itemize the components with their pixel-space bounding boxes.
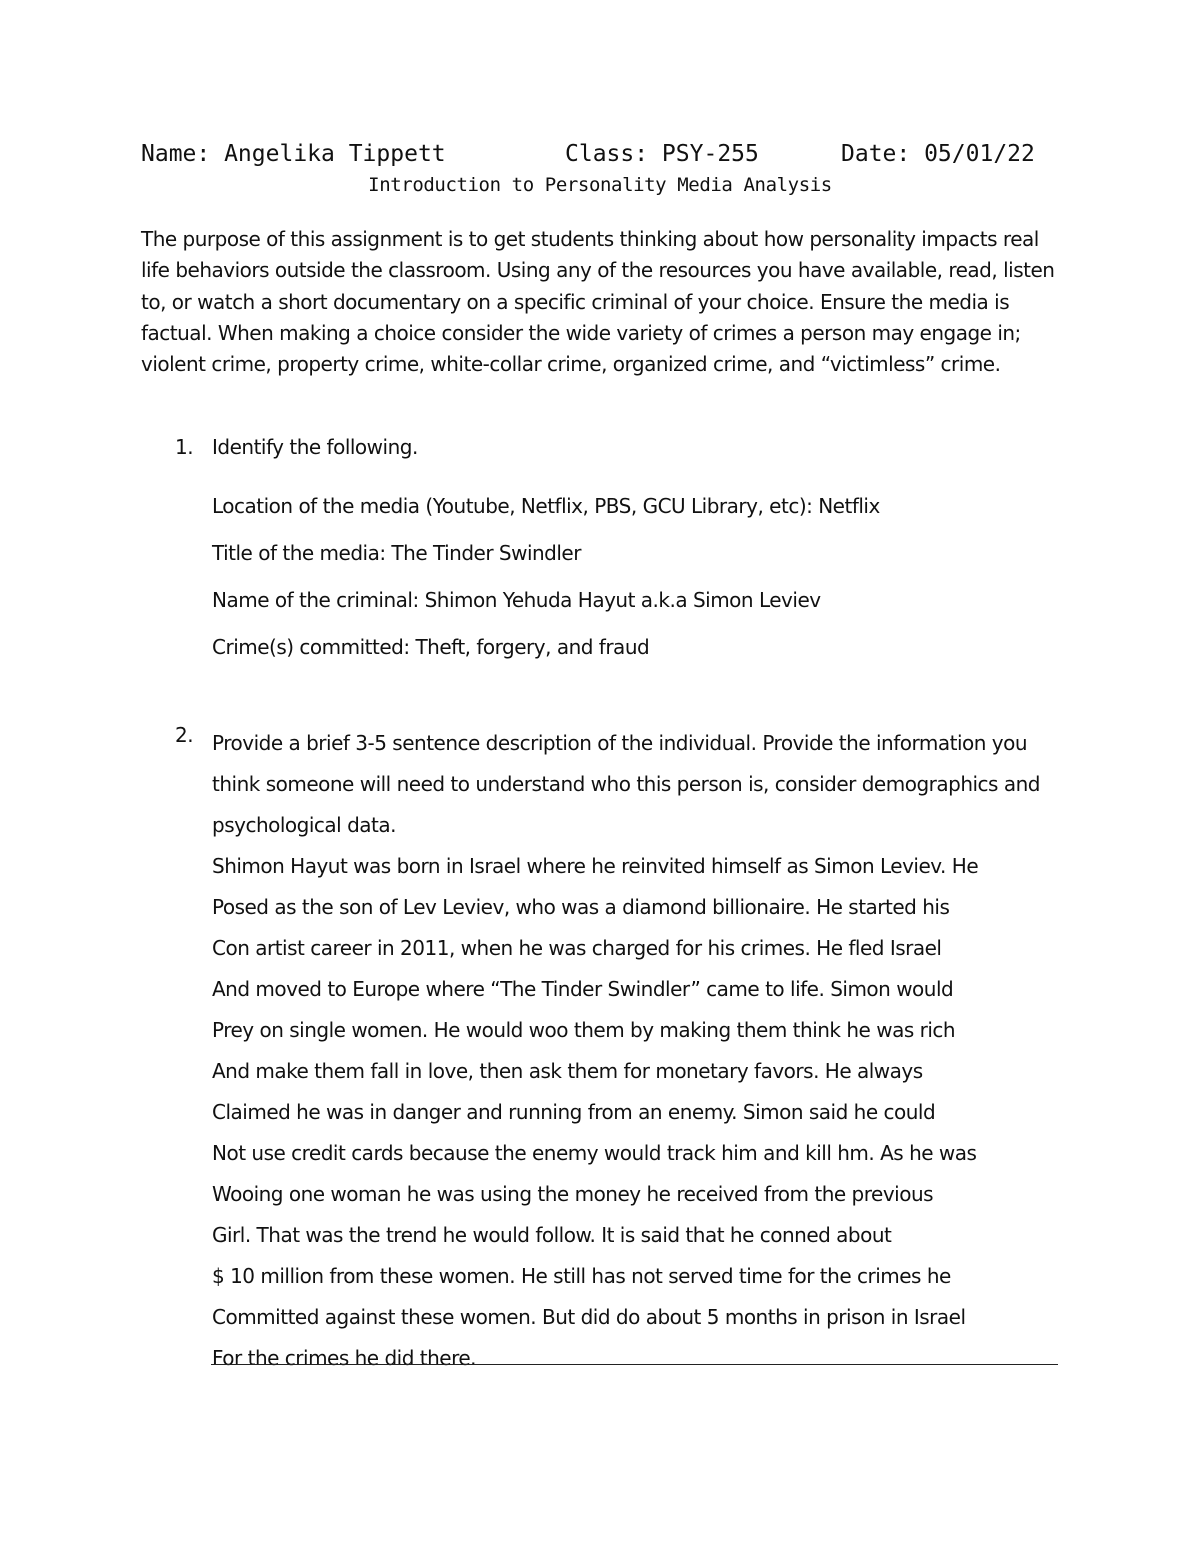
answer-line: Not use credit cards because the enemy would track him and kill hm. As he was bbox=[212, 1141, 977, 1165]
answer-line: Posed as the son of Lev Leviev, who was a diamond billionaire. He started his bbox=[212, 895, 950, 919]
answer-line: Con artist career in 2011, when he was charged for his crimes. He fled Israel bbox=[212, 936, 942, 960]
field-media-title: Title of the media: The Tinder Swindler bbox=[212, 541, 581, 565]
answer-line: Shimon Hayut was born in Israel where he reinvited himself as Simon Leviev. He bbox=[212, 854, 979, 878]
answer-line: Wooing one woman he was using the money he received from the previous bbox=[212, 1182, 934, 1206]
question-2-number: 2. bbox=[175, 723, 194, 747]
answer-line: For the crimes he did there. bbox=[212, 1346, 477, 1370]
intro-paragraph: The purpose of this assignment is to get students thinking about how personality impacts real life behaviors outside the classroom. Using any of the resources you have available, read, listen to, or watch a short documentary on a specific criminal of your choice. Ensure the media is factual. When making a choice consider the wide variety of crimes a person may engage in; violent crime, property crime, white-collar crime, organized crime, and “victimless” crime. bbox=[141, 227, 1055, 377]
date: Date: 05/01/22 bbox=[841, 141, 1035, 167]
document-subtitle: Introduction to Personality Media Analysis bbox=[368, 174, 832, 196]
answer-line: Prey on single women. He would woo them by making them think he was rich bbox=[212, 1018, 956, 1042]
question-1-text: Identify the following. bbox=[212, 435, 418, 459]
class-code: Class: PSY-255 bbox=[565, 141, 759, 167]
answer-underline bbox=[211, 1364, 1058, 1365]
answer-line: And make them fall in love, then ask them for monetary favors. He always bbox=[212, 1059, 923, 1083]
header-row bbox=[141, 141, 1061, 177]
answer-line: And moved to Europe where “The Tinder Swindler” came to life. Simon would bbox=[212, 977, 954, 1001]
question-2-answer bbox=[212, 846, 1072, 1379]
question-2-text: Provide a brief 3-5 sentence description of the individual. Provide the information you think someone will need to understand who this person is, consider demographics and psychological data. bbox=[212, 731, 1040, 837]
answer-line: Committed against these women. But did do about 5 months in prison in Israel bbox=[212, 1305, 966, 1329]
field-media-location: Location of the media (Youtube, Netflix, PBS, GCU Library, etc): Netflix bbox=[212, 494, 880, 518]
answer-line: $ 10 million from these women. He still has not served time for the crimes he bbox=[212, 1264, 951, 1288]
field-crimes-committed: Crime(s) committed: Theft, forgery, and fraud bbox=[212, 635, 650, 659]
field-criminal-name: Name of the criminal: Shimon Yehuda Hayut a.k.a Simon Leviev bbox=[212, 588, 821, 612]
student-name: Name: Angelika Tippett bbox=[141, 141, 446, 167]
answer-line: Girl. That was the trend he would follow. It is said that he conned about bbox=[212, 1223, 892, 1247]
question-1-number: 1. bbox=[175, 435, 194, 459]
answer-line: Claimed he was in danger and running from an enemy. Simon said he could bbox=[212, 1100, 936, 1124]
